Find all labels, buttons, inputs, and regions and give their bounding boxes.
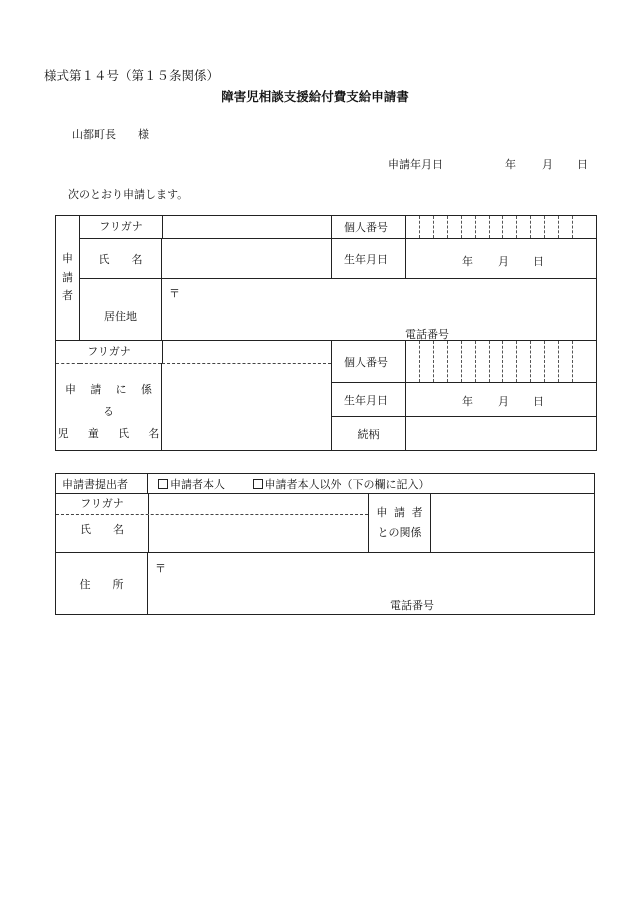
- submitter-name-label: 氏 名: [80, 523, 124, 536]
- applicant-address-field[interactable]: [162, 279, 597, 341]
- child-name-label: [56, 364, 179, 451]
- submitter-label: 申請書提出者: [56, 474, 148, 494]
- child-name-label-line2: 児童氏名: [57, 427, 179, 440]
- submitter-address-label: 住 所: [56, 553, 148, 615]
- child-relationship-label: 続柄: [332, 417, 406, 451]
- submitter-options: [148, 474, 595, 494]
- applicant-birthdate-field[interactable]: [406, 239, 597, 279]
- submitter-relation-label-line2: との関係: [377, 526, 422, 539]
- submitter-self-option[interactable]: [158, 478, 225, 491]
- child-furigana-row: [56, 341, 332, 364]
- application-date-day: 日: [577, 158, 588, 171]
- submitter-relation-field[interactable]: [431, 494, 595, 553]
- checkbox-icon[interactable]: [253, 479, 263, 489]
- application-date-month: 月: [542, 158, 553, 171]
- submitter-table: [55, 473, 595, 615]
- intro-text: 次のとおり申請します。: [68, 188, 189, 201]
- child-furigana-label: フリガナ: [87, 345, 131, 358]
- submitter-furigana-label: フリガナ: [80, 497, 124, 510]
- applicant-birth-day: 日: [533, 255, 544, 268]
- application-date-year: 年: [505, 158, 516, 171]
- applicant-birthdate-label: 生年月日: [332, 239, 406, 279]
- child-name-label-line1: 申請に係る: [65, 383, 167, 418]
- applicant-birth-month: 月: [498, 255, 509, 268]
- submitter-other-option[interactable]: [253, 478, 430, 491]
- child-birth-month: 月: [498, 395, 509, 408]
- applicant-personal-number-label: 個人番号: [332, 216, 406, 239]
- addressee: 山都町長 様: [72, 128, 149, 141]
- child-birth-day: 日: [533, 395, 544, 408]
- application-date-label: 申請年月日: [388, 158, 443, 171]
- submitter-other-label: 申請者本人以外（下の欄に記入）: [264, 477, 430, 491]
- checkbox-icon[interactable]: [158, 479, 168, 489]
- child-name-field[interactable]: [162, 364, 332, 451]
- applicant-side-label: 申請者: [56, 216, 80, 341]
- child-personal-number-label: 個人番号: [332, 341, 406, 383]
- applicant-phone-label: 電話番号: [405, 328, 449, 341]
- child-furigana-field[interactable]: [162, 341, 331, 363]
- child-personal-number-field[interactable]: [406, 341, 597, 383]
- application-date: [388, 156, 588, 170]
- applicant-furigana-row: [80, 216, 332, 239]
- applicant-name-field[interactable]: [162, 239, 332, 279]
- applicant-birth-year: 年: [462, 255, 473, 268]
- child-birth-year: 年: [462, 395, 473, 408]
- child-birthdate-label: 生年月日: [332, 383, 406, 417]
- submitter-phone-label: 電話番号: [390, 599, 434, 612]
- submitter-address-field[interactable]: [148, 553, 595, 615]
- applicant-furigana-field[interactable]: [162, 216, 331, 238]
- submitter-name-field[interactable]: [148, 515, 368, 552]
- submitter-postal-mark: 〒: [155, 562, 166, 575]
- applicant-address-label: 居住地: [80, 279, 162, 341]
- form-number: 様式第１４号（第１５条関係）: [44, 68, 220, 83]
- applicant-furigana-label: フリガナ: [99, 220, 143, 233]
- applicant-personal-number-field[interactable]: [406, 216, 597, 239]
- submitter-relation-label: [369, 494, 431, 553]
- submitter-self-label: 申請者本人: [170, 477, 225, 491]
- applicant-child-table: [55, 215, 597, 451]
- child-birthdate-field[interactable]: [406, 383, 597, 417]
- applicant-postal-mark: 〒: [169, 287, 180, 300]
- submitter-furigana-field[interactable]: [148, 494, 368, 514]
- page-title: 障害児相談支援給付費支給申請書: [221, 89, 409, 104]
- applicant-name-label: 氏 名: [80, 239, 162, 279]
- submitter-name-block: [56, 494, 369, 553]
- child-relationship-field[interactable]: [406, 417, 597, 451]
- submitter-relation-label-line1: 申請者: [376, 506, 430, 519]
